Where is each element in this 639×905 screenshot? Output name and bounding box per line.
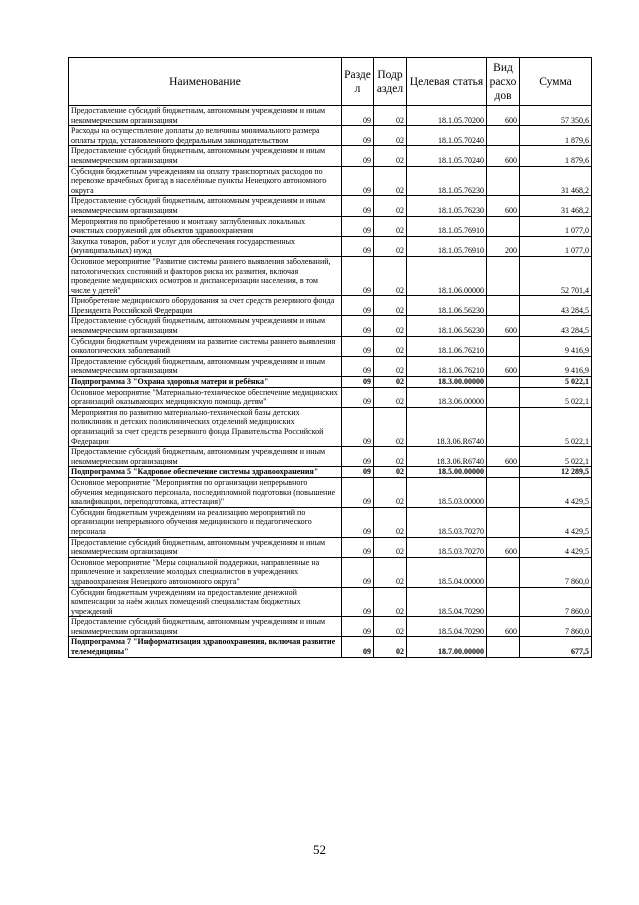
row-name: Расходы на осуществление доплаты до величины минимального размера оплаты труда, установленного федеральным законодательством (69, 126, 342, 146)
row-section: 09 (342, 216, 374, 236)
row-subsection: 02 (374, 336, 407, 356)
row-section: 09 (342, 236, 374, 256)
row-section: 09 (342, 336, 374, 356)
row-subsection: 02 (374, 377, 407, 388)
row-subsection: 02 (374, 447, 407, 467)
row-target: 18.5.04.70290 (407, 587, 487, 617)
row-kind (487, 637, 520, 657)
row-name: Предоставление субсидий бюджетным, автономным учреждениям и иным некоммерческим организациям (69, 617, 342, 637)
table-row (69, 587, 592, 617)
row-amount: 5 022,1 (520, 377, 592, 388)
row-section: 09 (342, 467, 374, 478)
row-subsection: 02 (374, 166, 407, 196)
table-row (69, 637, 592, 657)
row-target: 18.1.05.70240 (407, 126, 487, 146)
row-name: Предоставление субсидий бюджетным, автономным учреждениям и иным некоммерческим организациям (69, 146, 342, 166)
row-name: Субсидии бюджетным учреждениям на реализацию мероприятий по организации непрерывного обучения медицинского и педагогического персонала (69, 507, 342, 537)
row-amount: 7 860,0 (520, 587, 592, 617)
row-kind: 200 (487, 236, 520, 256)
row-subsection: 02 (374, 256, 407, 295)
row-section: 09 (342, 126, 374, 146)
table-row (69, 356, 592, 376)
row-kind (487, 387, 520, 407)
row-subsection: 02 (374, 537, 407, 557)
row-kind (487, 256, 520, 295)
table-row (69, 166, 592, 196)
row-amount: 7 860,0 (520, 617, 592, 637)
row-name: Предоставление субсидий бюджетным, автономным учреждениям и иным некоммерческим организациям (69, 316, 342, 336)
table-row (69, 387, 592, 407)
row-target: 18.1.05.70200 (407, 106, 487, 126)
row-kind (487, 126, 520, 146)
table-row (69, 557, 592, 587)
row-kind (487, 507, 520, 537)
row-target: 18.5.03.70270 (407, 507, 487, 537)
row-subsection: 02 (374, 617, 407, 637)
row-section: 09 (342, 587, 374, 617)
row-kind (487, 467, 520, 478)
row-name: Субсидия бюджетным учреждениям на оплату транспортных расходов по перевозке врачебных бригад в населённые пункты Ненецкого автономного округа (69, 166, 342, 196)
row-kind (487, 587, 520, 617)
table-row (69, 336, 592, 356)
header-kind: Вид расхо дов (487, 58, 520, 106)
row-kind (487, 407, 520, 446)
row-name: Подпрограмма 7 "Информатизация здравоохранения, включая развитие телемедицины" (69, 637, 342, 657)
row-section: 09 (342, 256, 374, 295)
row-section: 09 (342, 507, 374, 537)
row-amount: 52 701,4 (520, 256, 592, 295)
row-kind: 600 (487, 537, 520, 557)
table-row (69, 507, 592, 537)
row-amount: 677,5 (520, 637, 592, 657)
row-kind (487, 296, 520, 316)
row-name: Основное мероприятие "Материально-техническое обеспечение медицинских организаций оказывающих медицинскую помощь детям" (69, 387, 342, 407)
row-name: Субсидии бюджетным учреждениям на развитие системы раннего выявления онкологических заболеваний (69, 336, 342, 356)
row-kind (487, 166, 520, 196)
row-kind (487, 557, 520, 587)
row-amount: 5 022,1 (520, 387, 592, 407)
row-kind: 600 (487, 106, 520, 126)
row-target: 18.3.06.R6740 (407, 407, 487, 446)
row-target: 18.5.04.70290 (407, 617, 487, 637)
row-subsection: 02 (374, 146, 407, 166)
row-target: 18.1.06.56230 (407, 316, 487, 336)
row-name: Предоставление субсидий бюджетным, автономным учреждениям и иным некоммерческим организациям (69, 356, 342, 376)
row-target: 18.1.05.76230 (407, 166, 487, 196)
row-amount: 4 429,5 (520, 537, 592, 557)
row-target: 18.3.06.00000 (407, 387, 487, 407)
table-row (69, 216, 592, 236)
row-target: 18.1.06.76210 (407, 356, 487, 376)
row-subsection: 02 (374, 407, 407, 446)
row-target: 18.1.06.00000 (407, 256, 487, 295)
row-target: 18.3.00.00000 (407, 377, 487, 388)
row-target: 18.5.03.00000 (407, 477, 487, 507)
table-header-row (69, 58, 592, 106)
row-target: 18.1.05.76230 (407, 196, 487, 216)
row-amount: 5 022,1 (520, 407, 592, 446)
row-amount: 9 416,9 (520, 336, 592, 356)
row-target: 18.1.06.56230 (407, 296, 487, 316)
row-target: 18.5.04.00000 (407, 557, 487, 587)
row-subsection: 02 (374, 356, 407, 376)
table-row (69, 447, 592, 467)
table-row (69, 477, 592, 507)
row-subsection: 02 (374, 316, 407, 336)
row-kind: 600 (487, 316, 520, 336)
row-section: 09 (342, 477, 374, 507)
row-target: 18.3.06.R6740 (407, 447, 487, 467)
row-subsection: 02 (374, 106, 407, 126)
row-name: Основное мероприятие "Развитие системы раннего выявления заболеваний, патологических состояний и факторов риска их развития, включая проведение медицинских осмотров и диспансеризации населения, в том числе у детей" (69, 256, 342, 295)
table-row (69, 467, 592, 478)
row-amount: 5 022,1 (520, 447, 592, 467)
row-target: 18.5.03.70270 (407, 537, 487, 557)
row-kind: 600 (487, 447, 520, 467)
row-subsection: 02 (374, 557, 407, 587)
row-subsection: 02 (374, 507, 407, 537)
row-section: 09 (342, 316, 374, 336)
row-section: 09 (342, 196, 374, 216)
row-name: Подпрограмма 5 "Кадровое обеспечение системы здравоохранения" (69, 467, 342, 478)
row-section: 09 (342, 387, 374, 407)
row-subsection: 02 (374, 467, 407, 478)
header-target: Целевая статья (407, 58, 487, 106)
row-target: 18.1.05.76910 (407, 216, 487, 236)
table-row (69, 236, 592, 256)
row-amount: 12 289,5 (520, 467, 592, 478)
row-name: Закупка товаров, работ и услуг для обеспечения государственных (муниципальных) нужд (69, 236, 342, 256)
row-subsection: 02 (374, 587, 407, 617)
row-amount: 4 429,5 (520, 477, 592, 507)
row-name: Подпрограмма 3 "Охрана здоровья матери и ребёнка" (69, 377, 342, 388)
table-row (69, 617, 592, 637)
row-amount: 1 077,0 (520, 236, 592, 256)
row-kind: 600 (487, 146, 520, 166)
table-row (69, 316, 592, 336)
row-name: Субсидии бюджетным учреждениям на предоставление денежной компенсации за наём жилых помещений специалистам бюджетных учреждений (69, 587, 342, 617)
row-name: Основное мероприятие "Мероприятия по организации непрерывного обучения медицинского персонала, последипломной подготовки (повышение квалификации, переподготовка, аттестация)" (69, 477, 342, 507)
row-subsection: 02 (374, 477, 407, 507)
row-section: 09 (342, 106, 374, 126)
header-section: Разде л (342, 58, 374, 106)
table-body (69, 106, 592, 658)
row-amount: 7 860,0 (520, 557, 592, 587)
row-name: Предоставление субсидий бюджетным, автономным учреждениям и иным некоммерческим организациям (69, 537, 342, 557)
row-amount: 43 284,5 (520, 296, 592, 316)
table-row (69, 377, 592, 388)
row-section: 09 (342, 296, 374, 316)
header-name: Наименование (69, 58, 342, 106)
row-section: 09 (342, 637, 374, 657)
row-target: 18.1.05.76910 (407, 236, 487, 256)
budget-table (68, 57, 592, 658)
row-subsection: 02 (374, 126, 407, 146)
table-row (69, 126, 592, 146)
row-section: 09 (342, 447, 374, 467)
row-section: 09 (342, 356, 374, 376)
row-amount: 43 284,5 (520, 316, 592, 336)
row-section: 09 (342, 377, 374, 388)
row-subsection: 02 (374, 387, 407, 407)
row-subsection: 02 (374, 216, 407, 236)
row-amount: 31 468,2 (520, 166, 592, 196)
header-subsection: Подр аздел (374, 58, 407, 106)
row-kind: 600 (487, 196, 520, 216)
row-subsection: 02 (374, 236, 407, 256)
row-amount: 1 879,6 (520, 146, 592, 166)
row-section: 09 (342, 166, 374, 196)
row-target: 18.1.05.70240 (407, 146, 487, 166)
header-amount: Сумма (520, 58, 592, 106)
row-amount: 9 416,9 (520, 356, 592, 376)
row-subsection: 02 (374, 296, 407, 316)
row-target: 18.5.00.00000 (407, 467, 487, 478)
row-target: 18.1.06.76210 (407, 336, 487, 356)
row-amount: 4 429,5 (520, 507, 592, 537)
row-name: Мероприятия по развитию материально-технической базы детских поликлиник и детских поликлинических отделений медицинских организаций за счет средств резервного фонда Правительства Российской Федерации (69, 407, 342, 446)
row-name: Предоставление субсидий бюджетным, автономным учреждениям и иным некоммерческим организациям (69, 196, 342, 216)
row-kind: 600 (487, 356, 520, 376)
row-name: Мероприятия по приобретению и монтажу заглубленных локальных очистных сооружений для объектов здравоохранения (69, 216, 342, 236)
row-kind (487, 477, 520, 507)
row-amount: 1 077,0 (520, 216, 592, 236)
row-kind (487, 336, 520, 356)
row-name: Приобретение медицинского оборудования за счет средств резервного фонда Президента Российской Федерации (69, 296, 342, 316)
page-number: 52 (313, 842, 326, 857)
row-name: Предоставление субсидий бюджетным, автономным учреждениям и иным некоммерческим организациям (69, 106, 342, 126)
row-section: 09 (342, 557, 374, 587)
table-row (69, 196, 592, 216)
row-kind: 600 (487, 617, 520, 637)
row-name: Основное мероприятие "Меры социальной поддержки, направленные на привлечение и закрепление молодых специалистов в учреждениях здравоохранения Ненецкого автономного округа" (69, 557, 342, 587)
table-row (69, 296, 592, 316)
row-section: 09 (342, 617, 374, 637)
row-amount: 57 350,6 (520, 106, 592, 126)
row-section: 09 (342, 537, 374, 557)
row-subsection: 02 (374, 637, 407, 657)
table-row (69, 407, 592, 446)
table-row (69, 106, 592, 126)
row-kind (487, 216, 520, 236)
table-row (69, 256, 592, 295)
row-amount: 1 879,6 (520, 126, 592, 146)
row-name: Предоставление субсидий бюджетным, автономным учреждениям и иным некоммерческим организациям (69, 447, 342, 467)
table-row (69, 146, 592, 166)
row-target: 18.7.00.00000 (407, 637, 487, 657)
row-subsection: 02 (374, 196, 407, 216)
row-kind (487, 377, 520, 388)
row-section: 09 (342, 407, 374, 446)
row-section: 09 (342, 146, 374, 166)
table-row (69, 537, 592, 557)
row-amount: 31 468,2 (520, 196, 592, 216)
